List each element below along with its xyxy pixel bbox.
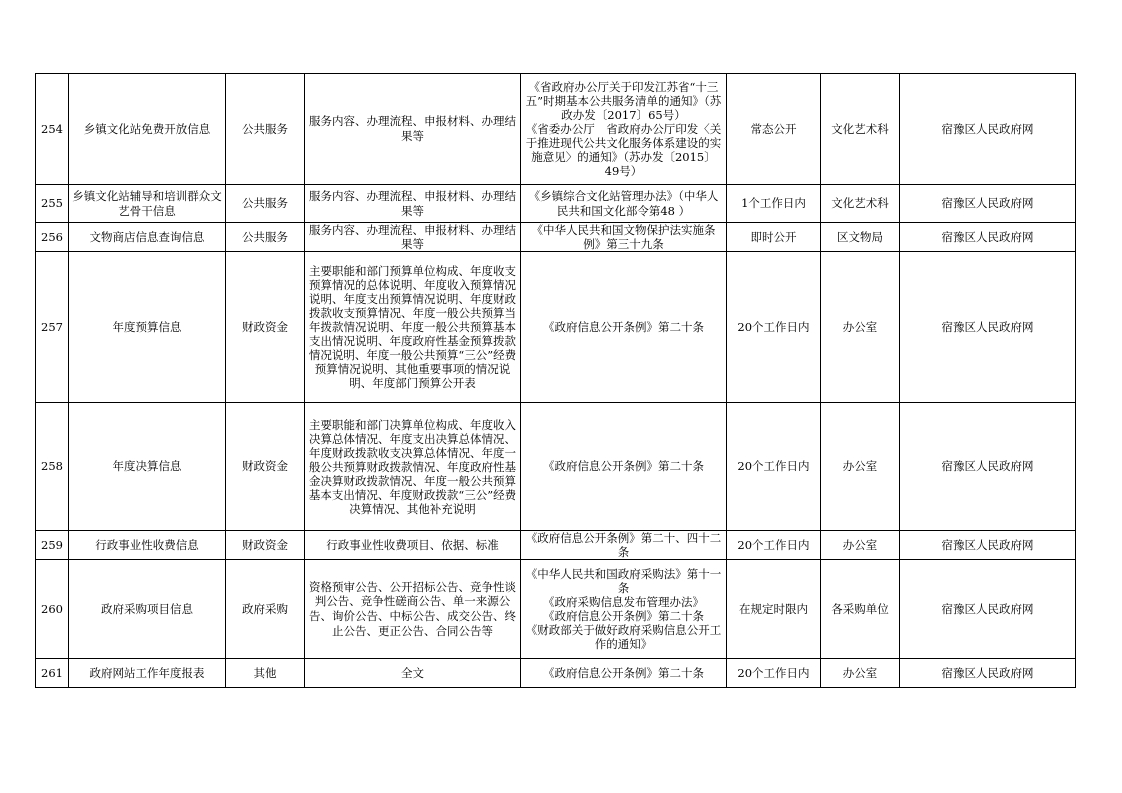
item-category: 政府采购 <box>226 560 305 659</box>
item-name: 行政事业性收费信息 <box>69 531 226 560</box>
row-number: 255 <box>36 185 69 223</box>
item-channel: 宿豫区人民政府网 <box>900 252 1076 403</box>
item-department: 文化艺术科 <box>821 185 900 223</box>
item-time-limit: 即时公开 <box>727 223 821 252</box>
row-number: 259 <box>36 531 69 560</box>
item-time-limit: 在规定时限内 <box>727 560 821 659</box>
item-basis: 《政府信息公开条例》第二十、四十二条 <box>521 531 727 560</box>
item-content: 主要职能和部门预算单位构成、年度收支预算情况的总体说明、年度收入预算情况说明、年度支出预算情况说明、年度财政拨款收支预算情况、年度一般公共预算当年拨款情况说明、年度一般公共预算基本支出情况说明、年度政府性基金预算拨款情况说明、年度一般公共预算“三公”经费预算情况说明、其他重要事项的情况说明、年度部门预算公开表 <box>305 252 521 403</box>
item-name: 年度决算信息 <box>69 403 226 531</box>
item-time-limit: 20个工作日内 <box>727 659 821 688</box>
item-time-limit: 20个工作日内 <box>727 403 821 531</box>
item-content: 行政事业性收费项目、依据、标准 <box>305 531 521 560</box>
item-category: 公共服务 <box>226 74 305 185</box>
item-basis: 《政府信息公开条例》第二十条 <box>521 403 727 531</box>
item-content: 全文 <box>305 659 521 688</box>
table-row <box>36 223 1076 252</box>
disclosure-table <box>35 73 1076 688</box>
item-channel: 宿豫区人民政府网 <box>900 223 1076 252</box>
item-name: 政府采购项目信息 <box>69 560 226 659</box>
item-department: 办公室 <box>821 403 900 531</box>
item-name: 乡镇文化站免费开放信息 <box>69 74 226 185</box>
table-row <box>36 560 1076 659</box>
item-channel: 宿豫区人民政府网 <box>900 185 1076 223</box>
item-time-limit: 20个工作日内 <box>727 531 821 560</box>
item-category: 财政资金 <box>226 403 305 531</box>
table-row <box>36 252 1076 403</box>
row-number: 260 <box>36 560 69 659</box>
item-basis: 《省政府办公厅关于印发江苏省“十三五”时期基本公共服务清单的通知》（苏政办发〔2017〕65号） 《省委办公厅 省政府办公厅印发〈关于推进现代公共文化服务体系建设的实施意见〉的通知》（苏办发〔2015〕49号） <box>521 74 727 185</box>
item-department: 区文物局 <box>821 223 900 252</box>
table-row <box>36 531 1076 560</box>
item-name: 文物商店信息查询信息 <box>69 223 226 252</box>
row-number: 261 <box>36 659 69 688</box>
row-number: 258 <box>36 403 69 531</box>
row-number: 257 <box>36 252 69 403</box>
item-name: 年度预算信息 <box>69 252 226 403</box>
row-number: 256 <box>36 223 69 252</box>
item-time-limit: 常态公开 <box>727 74 821 185</box>
item-category: 财政资金 <box>226 531 305 560</box>
table-row <box>36 403 1076 531</box>
item-name: 乡镇文化站辅导和培训群众文艺骨干信息 <box>69 185 226 223</box>
item-department: 各采购单位 <box>821 560 900 659</box>
item-content: 资格预审公告、公开招标公告、竞争性谈判公告、竞争性磋商公告、单一来源公告、询价公告、中标公告、成交公告、终止公告、更正公告、合同公告等 <box>305 560 521 659</box>
item-content: 服务内容、办理流程、申报材料、办理结果等 <box>305 185 521 223</box>
item-time-limit: 1个工作日内 <box>727 185 821 223</box>
item-category: 财政资金 <box>226 252 305 403</box>
item-channel: 宿豫区人民政府网 <box>900 531 1076 560</box>
item-channel: 宿豫区人民政府网 <box>900 659 1076 688</box>
item-basis: 《中华人民共和国政府采购法》第十一条 《政府采购信息发布管理办法》 《政府信息公开条例》第二十条 《财政部关于做好政府采购信息公开工作的通知》 <box>521 560 727 659</box>
item-time-limit: 20个工作日内 <box>727 252 821 403</box>
item-channel: 宿豫区人民政府网 <box>900 560 1076 659</box>
item-basis: 《政府信息公开条例》第二十条 <box>521 659 727 688</box>
item-channel: 宿豫区人民政府网 <box>900 403 1076 531</box>
item-category: 其他 <box>226 659 305 688</box>
item-basis: 《政府信息公开条例》第二十条 <box>521 252 727 403</box>
table-row <box>36 74 1076 185</box>
item-content: 服务内容、办理流程、申报材料、办理结果等 <box>305 74 521 185</box>
table-row <box>36 185 1076 223</box>
item-department: 文化艺术科 <box>821 74 900 185</box>
item-content: 主要职能和部门决算单位构成、年度收入决算总体情况、年度支出决算总体情况、年度财政拨款收支决算总体情况、年度一般公共预算财政拨款情况、年度政府性基金决算财政拨款情况、年度一般公共预算基本支出情况、年度财政拨款“三公”经费决算情况、其他补充说明 <box>305 403 521 531</box>
table-row <box>36 659 1076 688</box>
item-department: 办公室 <box>821 659 900 688</box>
item-content: 服务内容、办理流程、申报材料、办理结果等 <box>305 223 521 252</box>
row-number: 254 <box>36 74 69 185</box>
item-basis: 《乡镇综合文化站管理办法》（中华人民共和国文化部令第48 ） <box>521 185 727 223</box>
item-category: 公共服务 <box>226 185 305 223</box>
item-name: 政府网站工作年度报表 <box>69 659 226 688</box>
item-department: 办公室 <box>821 531 900 560</box>
item-channel: 宿豫区人民政府网 <box>900 74 1076 185</box>
item-basis: 《中华人民共和国文物保护法实施条例》第三十九条 <box>521 223 727 252</box>
item-department: 办公室 <box>821 252 900 403</box>
item-category: 公共服务 <box>226 223 305 252</box>
